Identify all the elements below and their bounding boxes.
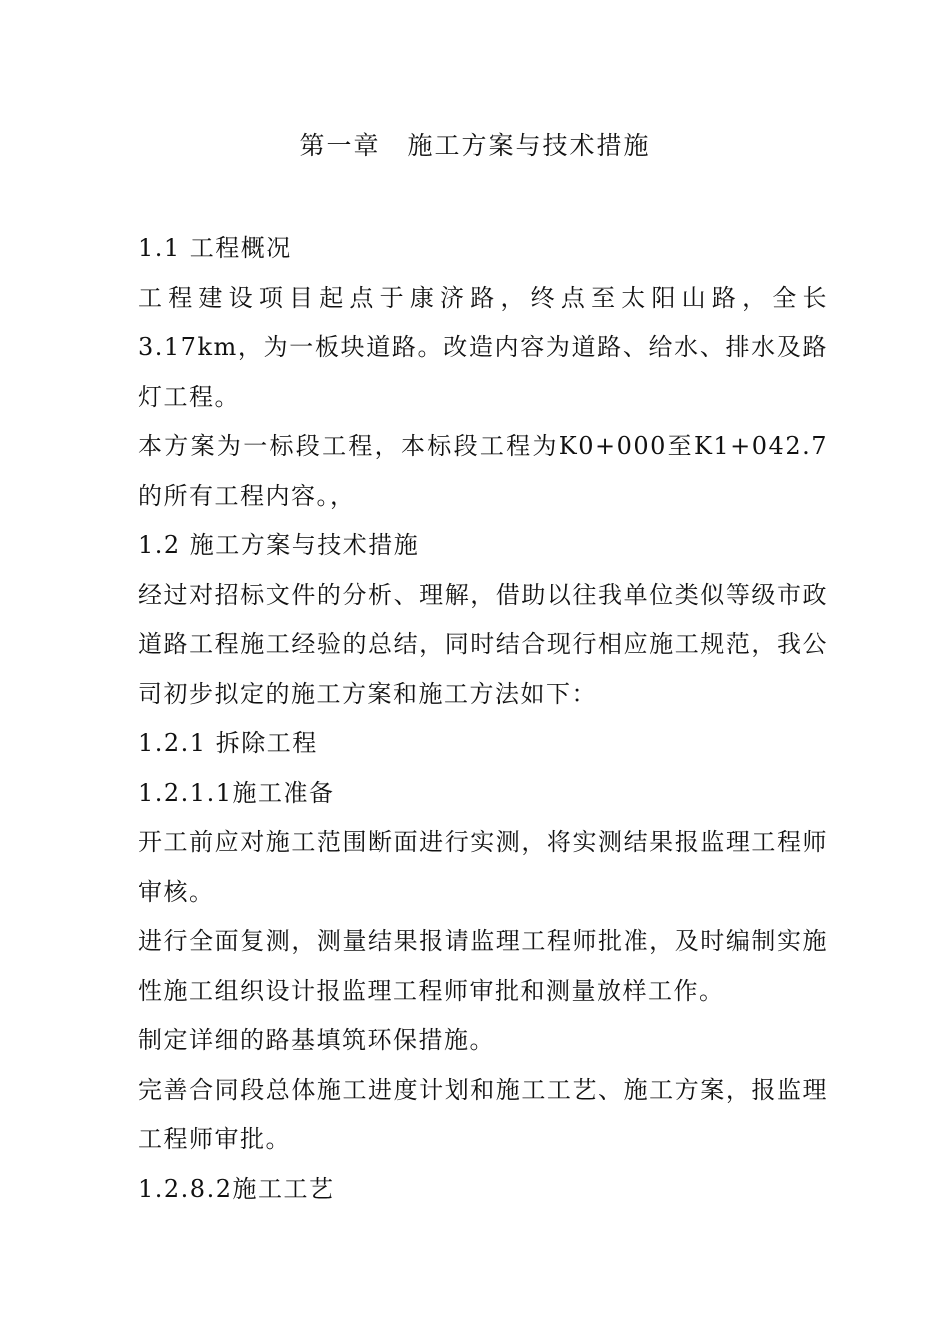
section-1-2-8-2-heading: 1.2.8.2施工工艺 (138, 1174, 335, 1203)
paragraph-env-measures: 制定详细的路基填筑环保措施。 (138, 1026, 495, 1054)
document-body (138, 224, 828, 1214)
paragraph-survey: 开工前应对施工范围断面进行实测，将实测结果报监理工程师审核。 (138, 828, 828, 906)
paragraph-resurvey: 进行全面复测，测量结果报请监理工程师批准，及时编制实施性施工组织设计报监理工程师审批和测量放样工作。 (138, 927, 828, 1005)
paragraph-schedule: 完善合同段总体施工进度计划和施工工艺、施工方案，报监理工程师审批。 (138, 1075, 828, 1153)
paragraph-methods-intro: 经过对招标文件的分析、理解，借助以往我单位类似等级市政道路工程施工经验的总结，同时结合现行相应施工规范，我公司初步拟定的施工方案和施工方法如下： (138, 580, 828, 708)
section-1-2-1-1-heading: 1.2.1.1施工准备 (138, 778, 335, 807)
paragraph-tender-section: 本方案为一标段工程，本标段工程为K0+000至K1+042.7的所有工程内容。， (138, 432, 828, 510)
chapter-title: 第一章 施工方案与技术措施 (299, 131, 651, 160)
section-1-2-1-heading: 1.2.1 拆除工程 (138, 729, 318, 757)
section-1-2-heading: 1.2 施工方案与技术措施 (138, 531, 420, 559)
section-1-1-heading: 1.1 工程概况 (138, 234, 292, 262)
paragraph-project-start-end: 工程建设项目起点于康济路，终点至太阳山路，全长3.17km，为一板块道路。改造内容为道路、给水、排水及路灯工程。 (138, 283, 828, 411)
